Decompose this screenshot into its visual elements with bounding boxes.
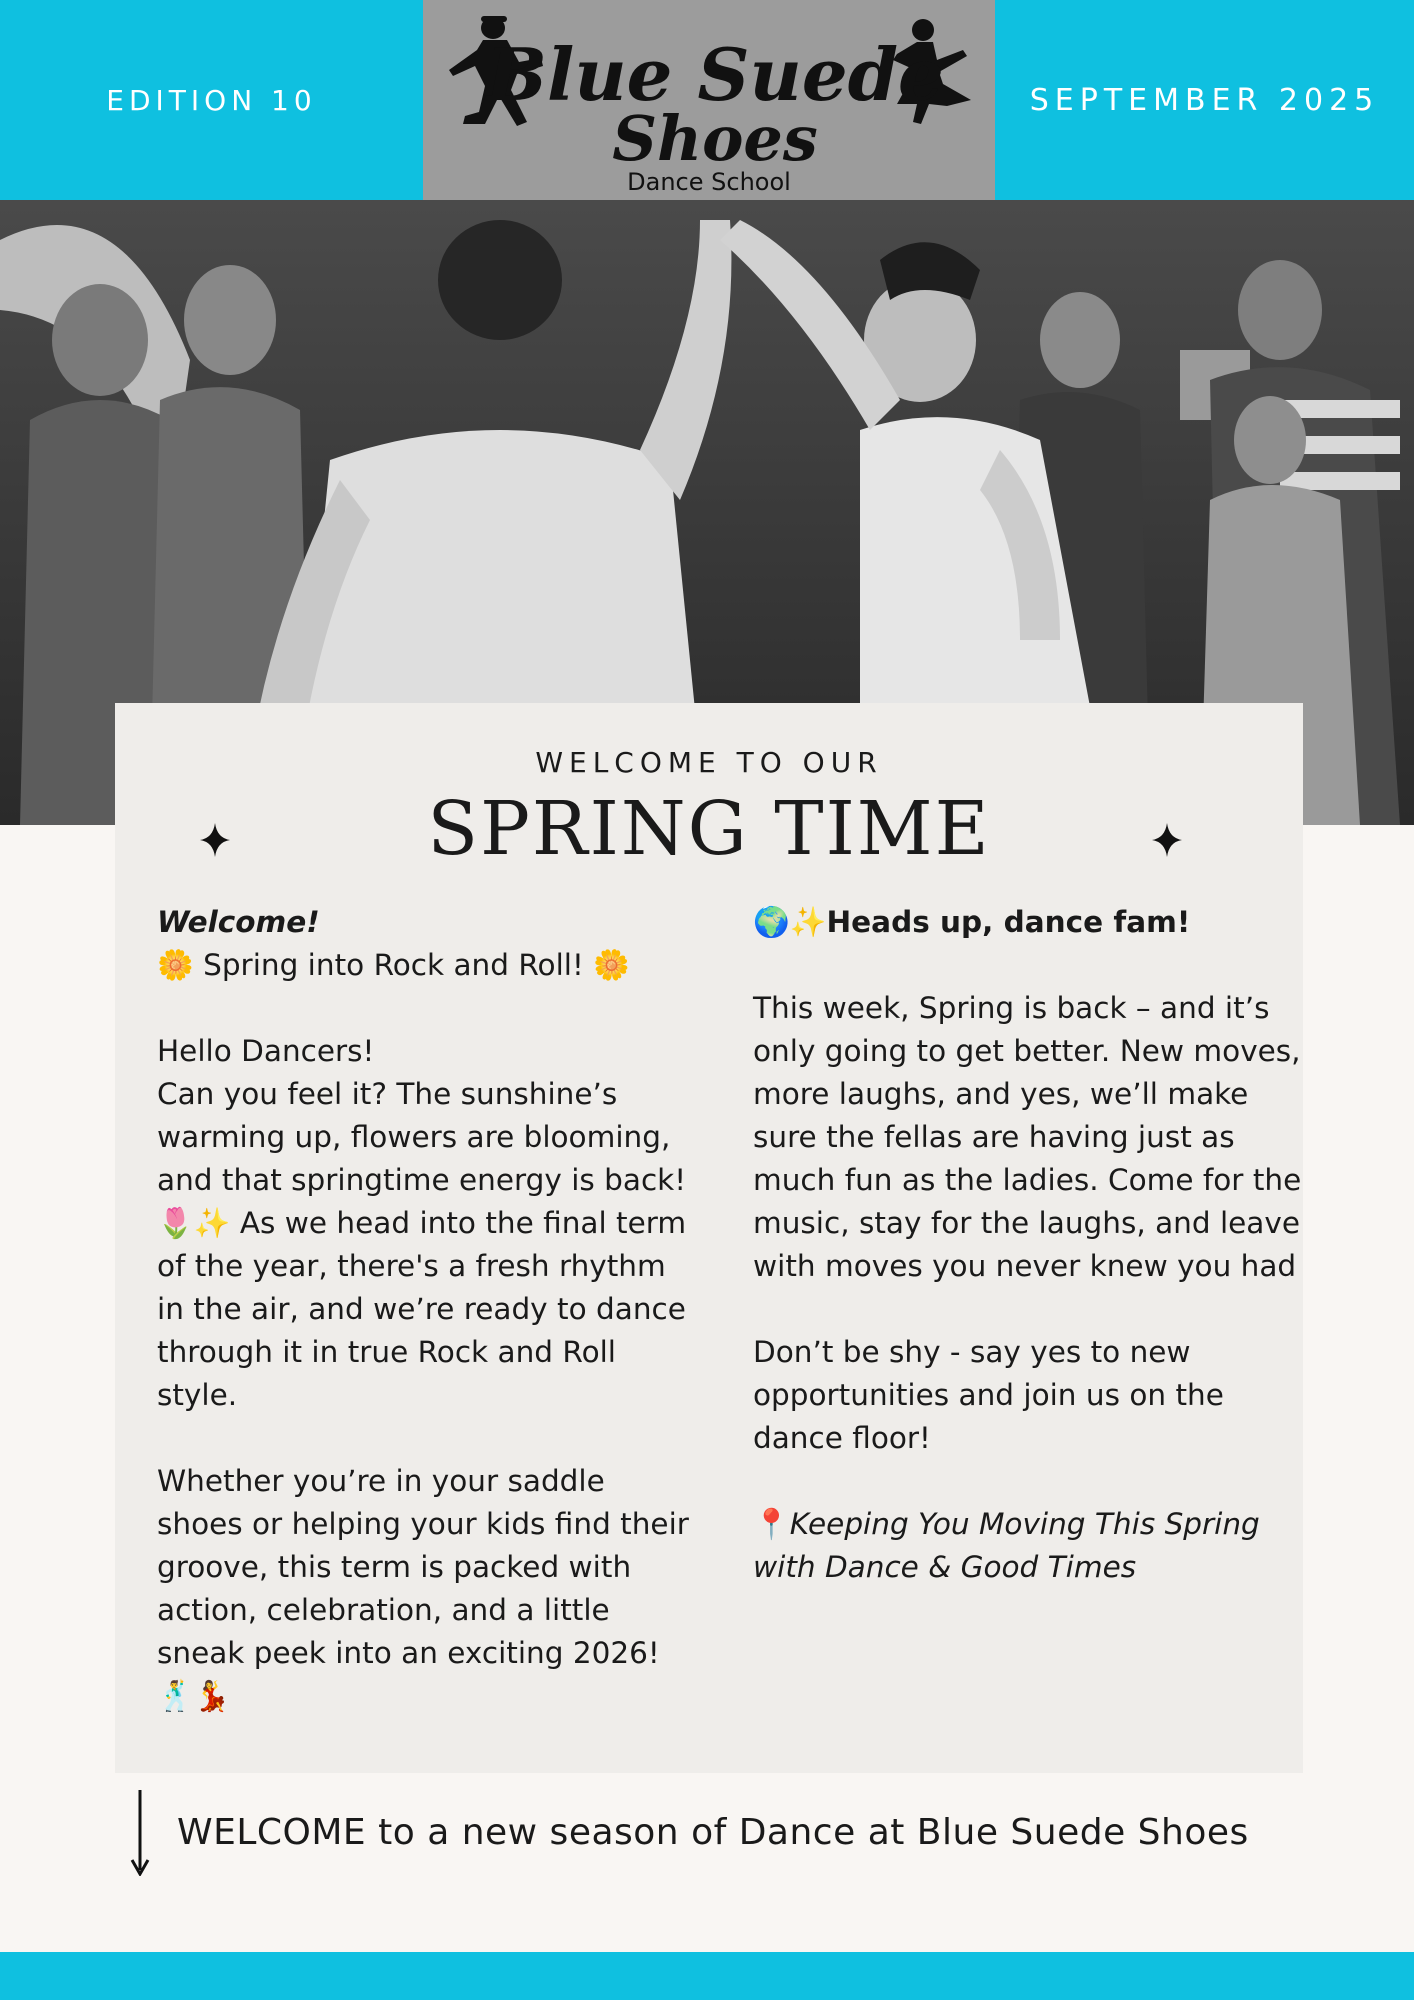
logo-line-2: Shoes [612, 102, 818, 170]
dont-be-shy-paragraph: Don’t be shy - say yes to new opportunities and join us on the dance floor! [753, 1335, 1224, 1455]
globe-sparkle-icon: 🌍✨ [753, 905, 827, 939]
spring-back-paragraph: This week, Spring is back – and it’s only going to get better. New moves, more laughs, and yes, we’ll make sure the fellas are having just as much fun as the ladies. Come for the music, stay for the laughs, and leave with moves you never knew you had [753, 991, 1302, 1283]
issue-date: SEPTEMBER 2025 [1029, 82, 1380, 118]
welcome-heading: Welcome! [157, 905, 320, 939]
logo-subtitle: Dance School [627, 168, 791, 196]
term-paragraph: Whether you’re in your saddle shoes or helping your kids find their groove, this term is packed with action, celebration, and a little sneak peek into an exciting 2026! 🕺💃 [157, 1464, 689, 1713]
sparkle-icon [200, 823, 230, 857]
welcome-banner-text: WELCOME to a new season of Dance at Blue Suede Shoes [177, 1812, 1249, 1853]
feature-title: SPRING TIME [427, 786, 991, 872]
sparkle-icon [1152, 823, 1182, 857]
heads-up-text: Heads up, dance fam! [826, 905, 1191, 939]
logo-line-1: Blue Suede [486, 32, 944, 117]
feature-panel [115, 703, 1303, 1773]
spring-tagline: 🌼 Spring into Rock and Roll! 🌼 [157, 948, 630, 982]
signoff-text: Keeping You Moving This Spring with Dance & Good Times [753, 1507, 1260, 1584]
pin-icon: 📍 [753, 1507, 790, 1541]
edition-label: EDITION 10 [106, 83, 317, 117]
greeting: Hello Dancers! [157, 1034, 375, 1068]
heads-up-heading [753, 901, 1313, 944]
left-column [157, 901, 697, 1718]
right-column [753, 901, 1313, 1589]
logo-wordmark [423, 0, 995, 170]
footer-bar [0, 1952, 1414, 2000]
header-bar [0, 0, 1414, 200]
feature-kicker: WELCOME TO OUR [535, 746, 883, 779]
welcome-banner [130, 1790, 1330, 1880]
signoff [753, 1503, 1313, 1589]
intro-paragraph: Can you feel it? The sunshine’s warming up, flowers are blooming, and that springtime energy is back! 🌷✨ As we head into the final term of the year, there's a fresh rhythm in the air, and we’re ready to dance through it in true Rock and Roll style. [157, 1077, 687, 1412]
arrow-down-icon [130, 1790, 150, 1876]
school-logo [423, 0, 995, 200]
